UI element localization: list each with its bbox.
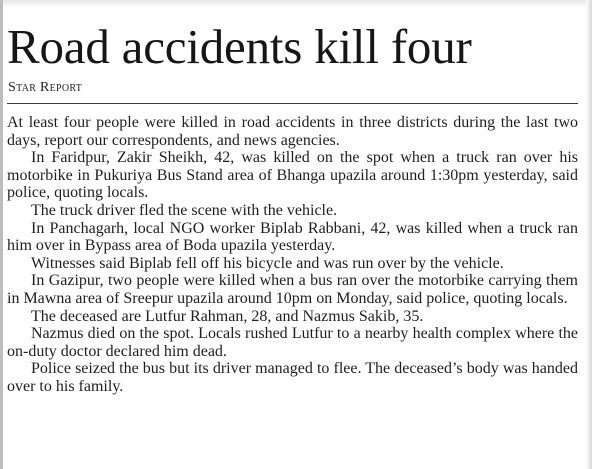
- paragraph-nazmus: Nazmus died on the spot. Locals rushed Lutfur to a nearby health complex where the on-duty doctor declared him dead.: [7, 325, 578, 360]
- paragraph-intro: At least four people were killed in road accidents in three districts during the last two days, report our correspondents, and news agencies.: [7, 114, 578, 149]
- scan-top-edge: [0, 0, 592, 8]
- byline: Star Report: [8, 80, 83, 95]
- paragraph-deceased: The deceased are Lutfur Rahman, 28, and Nazmus Sakib, 35.: [31, 307, 424, 325]
- paragraph-police: Police seized the bus but its driver managed to flee. The deceased’s body was handed over to his family.: [7, 360, 578, 395]
- paragraph-panchagarh: In Panchagarh, local NGO worker Biplab Rabbani, 42, was killed when a truck ran him over in Bypass area of Boda upazila yesterday.: [7, 219, 578, 255]
- paragraph-faridpur: In Faridpur, Zakir Sheikh, 42, was killed on the spot when a truck ran over his motorbike in Pukuriya Bus Stand area of Bhanga upazila around 1:30pm yesterday, said police, quoting locals.: [7, 149, 578, 202]
- divider-rule: [7, 103, 578, 104]
- scan-right-edge: [586, 0, 592, 469]
- headline: Road accidents kill four: [7, 19, 472, 74]
- scan-left-edge: [0, 0, 3, 469]
- paragraph-gazipur: In Gazipur, two people were killed when a bus ran over the motorbike carrying them in Mawna area of Sreepur upazila around 10pm on Monday, said police, quoting locals.: [7, 272, 578, 307]
- paragraph-truck-driver: The truck driver fled the scene with the vehicle.: [31, 201, 338, 219]
- paragraph-witnesses: Witnesses said Biplab fell off his bicycle and was run over by the vehicle.: [31, 254, 504, 272]
- article-body: [7, 114, 578, 396]
